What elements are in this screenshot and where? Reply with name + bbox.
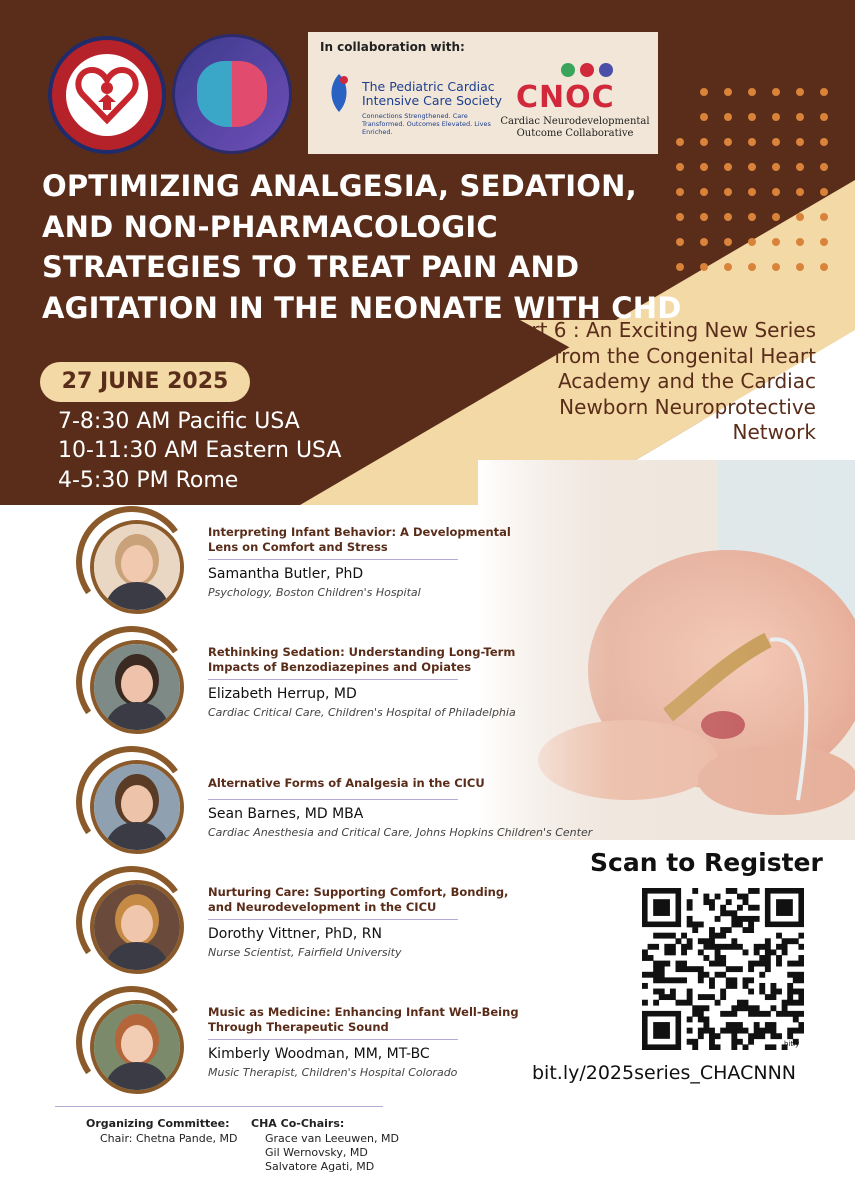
decorative-dot: [820, 263, 828, 271]
decorative-dot: [772, 163, 780, 171]
cnoc-acronym: CNOC: [516, 80, 615, 115]
collaboration-label: In collaboration with:: [320, 40, 465, 54]
talk-title: Interpreting Infant Behavior: A Developmental Lens on Comfort and Stress: [208, 525, 511, 554]
speaker-affiliation: Cardiac Critical Care, Children's Hospital of Philadelphia: [208, 706, 516, 719]
talk-divider: [208, 559, 458, 560]
cha-logo: [48, 36, 166, 154]
decorative-dot: [700, 138, 708, 146]
speaker-name: Dorothy Vittner, PhD, RN: [208, 926, 382, 942]
time-eastern: 10-11:30 AM Eastern USA: [58, 438, 342, 463]
speaker-portrait: [90, 520, 190, 620]
decorative-dot: [796, 113, 804, 121]
decorative-dot: [724, 188, 732, 196]
speaker-affiliation: Nurse Scientist, Fairfield University: [208, 946, 402, 959]
committee-chair: Chair: Chetna Pande, MD: [100, 1132, 238, 1145]
decorative-dot: [748, 113, 756, 121]
registration-url[interactable]: bit.ly/2025series_CHACNNN: [532, 1062, 796, 1084]
decorative-dot: [820, 238, 828, 246]
decorative-dot: [796, 138, 804, 146]
decorative-dot: [820, 113, 828, 121]
decorative-dot: [700, 188, 708, 196]
decorative-dot: [796, 163, 804, 171]
decorative-dot: [748, 213, 756, 221]
talk-divider: [208, 799, 458, 800]
decorative-dot: [724, 238, 732, 246]
decorative-dot: [724, 113, 732, 121]
talk-title: Rethinking Sedation: Understanding Long-Term Impacts of Benzodiazepines and Opiates: [208, 645, 516, 674]
registration-qr-code[interactable]: [642, 888, 804, 1050]
decorative-dot: [820, 213, 828, 221]
decorative-dot: [700, 263, 708, 271]
decorative-dot: [700, 88, 708, 96]
pcics-tagline: Connections Strengthened. Care Transformed. Outcomes Elevated. Lives Enriched.: [362, 112, 491, 136]
decorative-dot: [796, 88, 804, 96]
cnnn-logo: [172, 34, 292, 154]
sleeping-baby-photo: [478, 460, 855, 840]
scan-to-register-title: Scan to Register: [590, 848, 823, 877]
decorative-dot: [772, 113, 780, 121]
speaker-affiliation: Music Therapist, Children's Hospital Colorado: [208, 1066, 458, 1079]
cochair-2: Gil Wernovsky, MD: [265, 1146, 368, 1159]
decorative-dot: [748, 163, 756, 171]
heart-icon: [66, 54, 148, 136]
speaker-photo: [90, 1000, 184, 1094]
decorative-dot: [700, 113, 708, 121]
collaboration-box: [308, 32, 658, 154]
decorative-dot: [748, 238, 756, 246]
time-pacific: 7-8:30 AM Pacific USA: [58, 409, 300, 434]
talk-divider: [208, 919, 458, 920]
decorative-dot: [820, 188, 828, 196]
decorative-dot: [772, 138, 780, 146]
decorative-dot: [724, 138, 732, 146]
speaker-name: Samantha Butler, PhD: [208, 566, 364, 582]
qr-bitly-tag: bitly: [784, 1040, 800, 1048]
decorative-dot: [724, 163, 732, 171]
decorative-dot: [772, 88, 780, 96]
decorative-dot: [676, 138, 684, 146]
decorative-dot: [820, 138, 828, 146]
pcics-name: The Pediatric Cardiac Intensive Care Society: [362, 79, 503, 108]
speaker-name: Sean Barnes, MD MBA: [208, 806, 364, 822]
cnoc-gear-icons: [560, 60, 616, 80]
speaker-name: Kimberly Woodman, MM, MT-BC: [208, 1046, 430, 1062]
pcics-logo-icon: [324, 70, 354, 116]
speaker-name: Elizabeth Herrup, MD: [208, 686, 357, 702]
talk-divider: [208, 1039, 458, 1040]
event-title: OPTIMIZING ANALGESIA, SEDATION, AND NON-PHARMACOLOGIC STRATEGIES TO TREAT PAIN AND AGITATION IN THE NEONATE WITH CHD: [42, 169, 682, 325]
cochair-1: Grace van Leeuwen, MD: [265, 1132, 399, 1145]
cnoc-name: Cardiac Neurodevelopmental Outcome Collaborative: [500, 116, 650, 139]
talk-title: Music as Medicine: Enhancing Infant Well-Being Through Therapeutic Sound: [208, 1005, 519, 1034]
series-description: Part 6 : An Exciting New Series from the Congenital Heart Academy and the Cardiac Newborn Neuroprotective Network: [507, 318, 816, 444]
speaker-portrait: [90, 760, 190, 860]
event-date: 27 JUNE 2025: [40, 362, 250, 402]
decorative-dot: [796, 263, 804, 271]
speaker-photo: [90, 640, 184, 734]
decorative-dot: [724, 88, 732, 96]
speaker-affiliation: Psychology, Boston Children's Hospital: [208, 586, 421, 599]
decorative-dot: [748, 138, 756, 146]
decorative-dot: [796, 188, 804, 196]
speaker-portrait: [90, 1000, 190, 1100]
decorative-dot: [724, 263, 732, 271]
decorative-dot: [796, 238, 804, 246]
decorative-dot: [796, 213, 804, 221]
decorative-dot: [748, 263, 756, 271]
decorative-dot: [700, 238, 708, 246]
speaker-photo: [90, 520, 184, 614]
talk-divider: [208, 679, 458, 680]
time-rome: 4-5:30 PM Rome: [58, 468, 239, 493]
decorative-dot: [724, 213, 732, 221]
cochair-3: Salvatore Agati, MD: [265, 1160, 375, 1173]
decorative-dot: [748, 188, 756, 196]
talk-title: Alternative Forms of Analgesia in the CICU: [208, 776, 485, 790]
speaker-affiliation: Cardiac Anesthesia and Critical Care, Johns Hopkins Children's Center: [208, 826, 593, 839]
decorative-dot: [820, 88, 828, 96]
talk-title: Nurturing Care: Supporting Comfort, Bonding, and Neurodevelopment in the CICU: [208, 885, 509, 914]
committee-divider: [55, 1106, 383, 1107]
decorative-dot: [772, 213, 780, 221]
speaker-portrait: [90, 640, 190, 740]
brain-heart-icon: [197, 61, 267, 127]
decorative-dot: [772, 238, 780, 246]
speaker-photo: [90, 760, 184, 854]
decorative-dot: [772, 263, 780, 271]
decorative-dots: [676, 88, 846, 288]
decorative-dot: [700, 213, 708, 221]
speaker-portrait: [90, 880, 190, 980]
decorative-dot: [772, 188, 780, 196]
decorative-dot: [700, 163, 708, 171]
decorative-dot: [820, 163, 828, 171]
committee-label: Organizing Committee:: [86, 1117, 230, 1130]
cochairs-label: CHA Co-Chairs:: [251, 1117, 345, 1130]
decorative-dot: [748, 88, 756, 96]
speaker-photo: [90, 880, 184, 974]
